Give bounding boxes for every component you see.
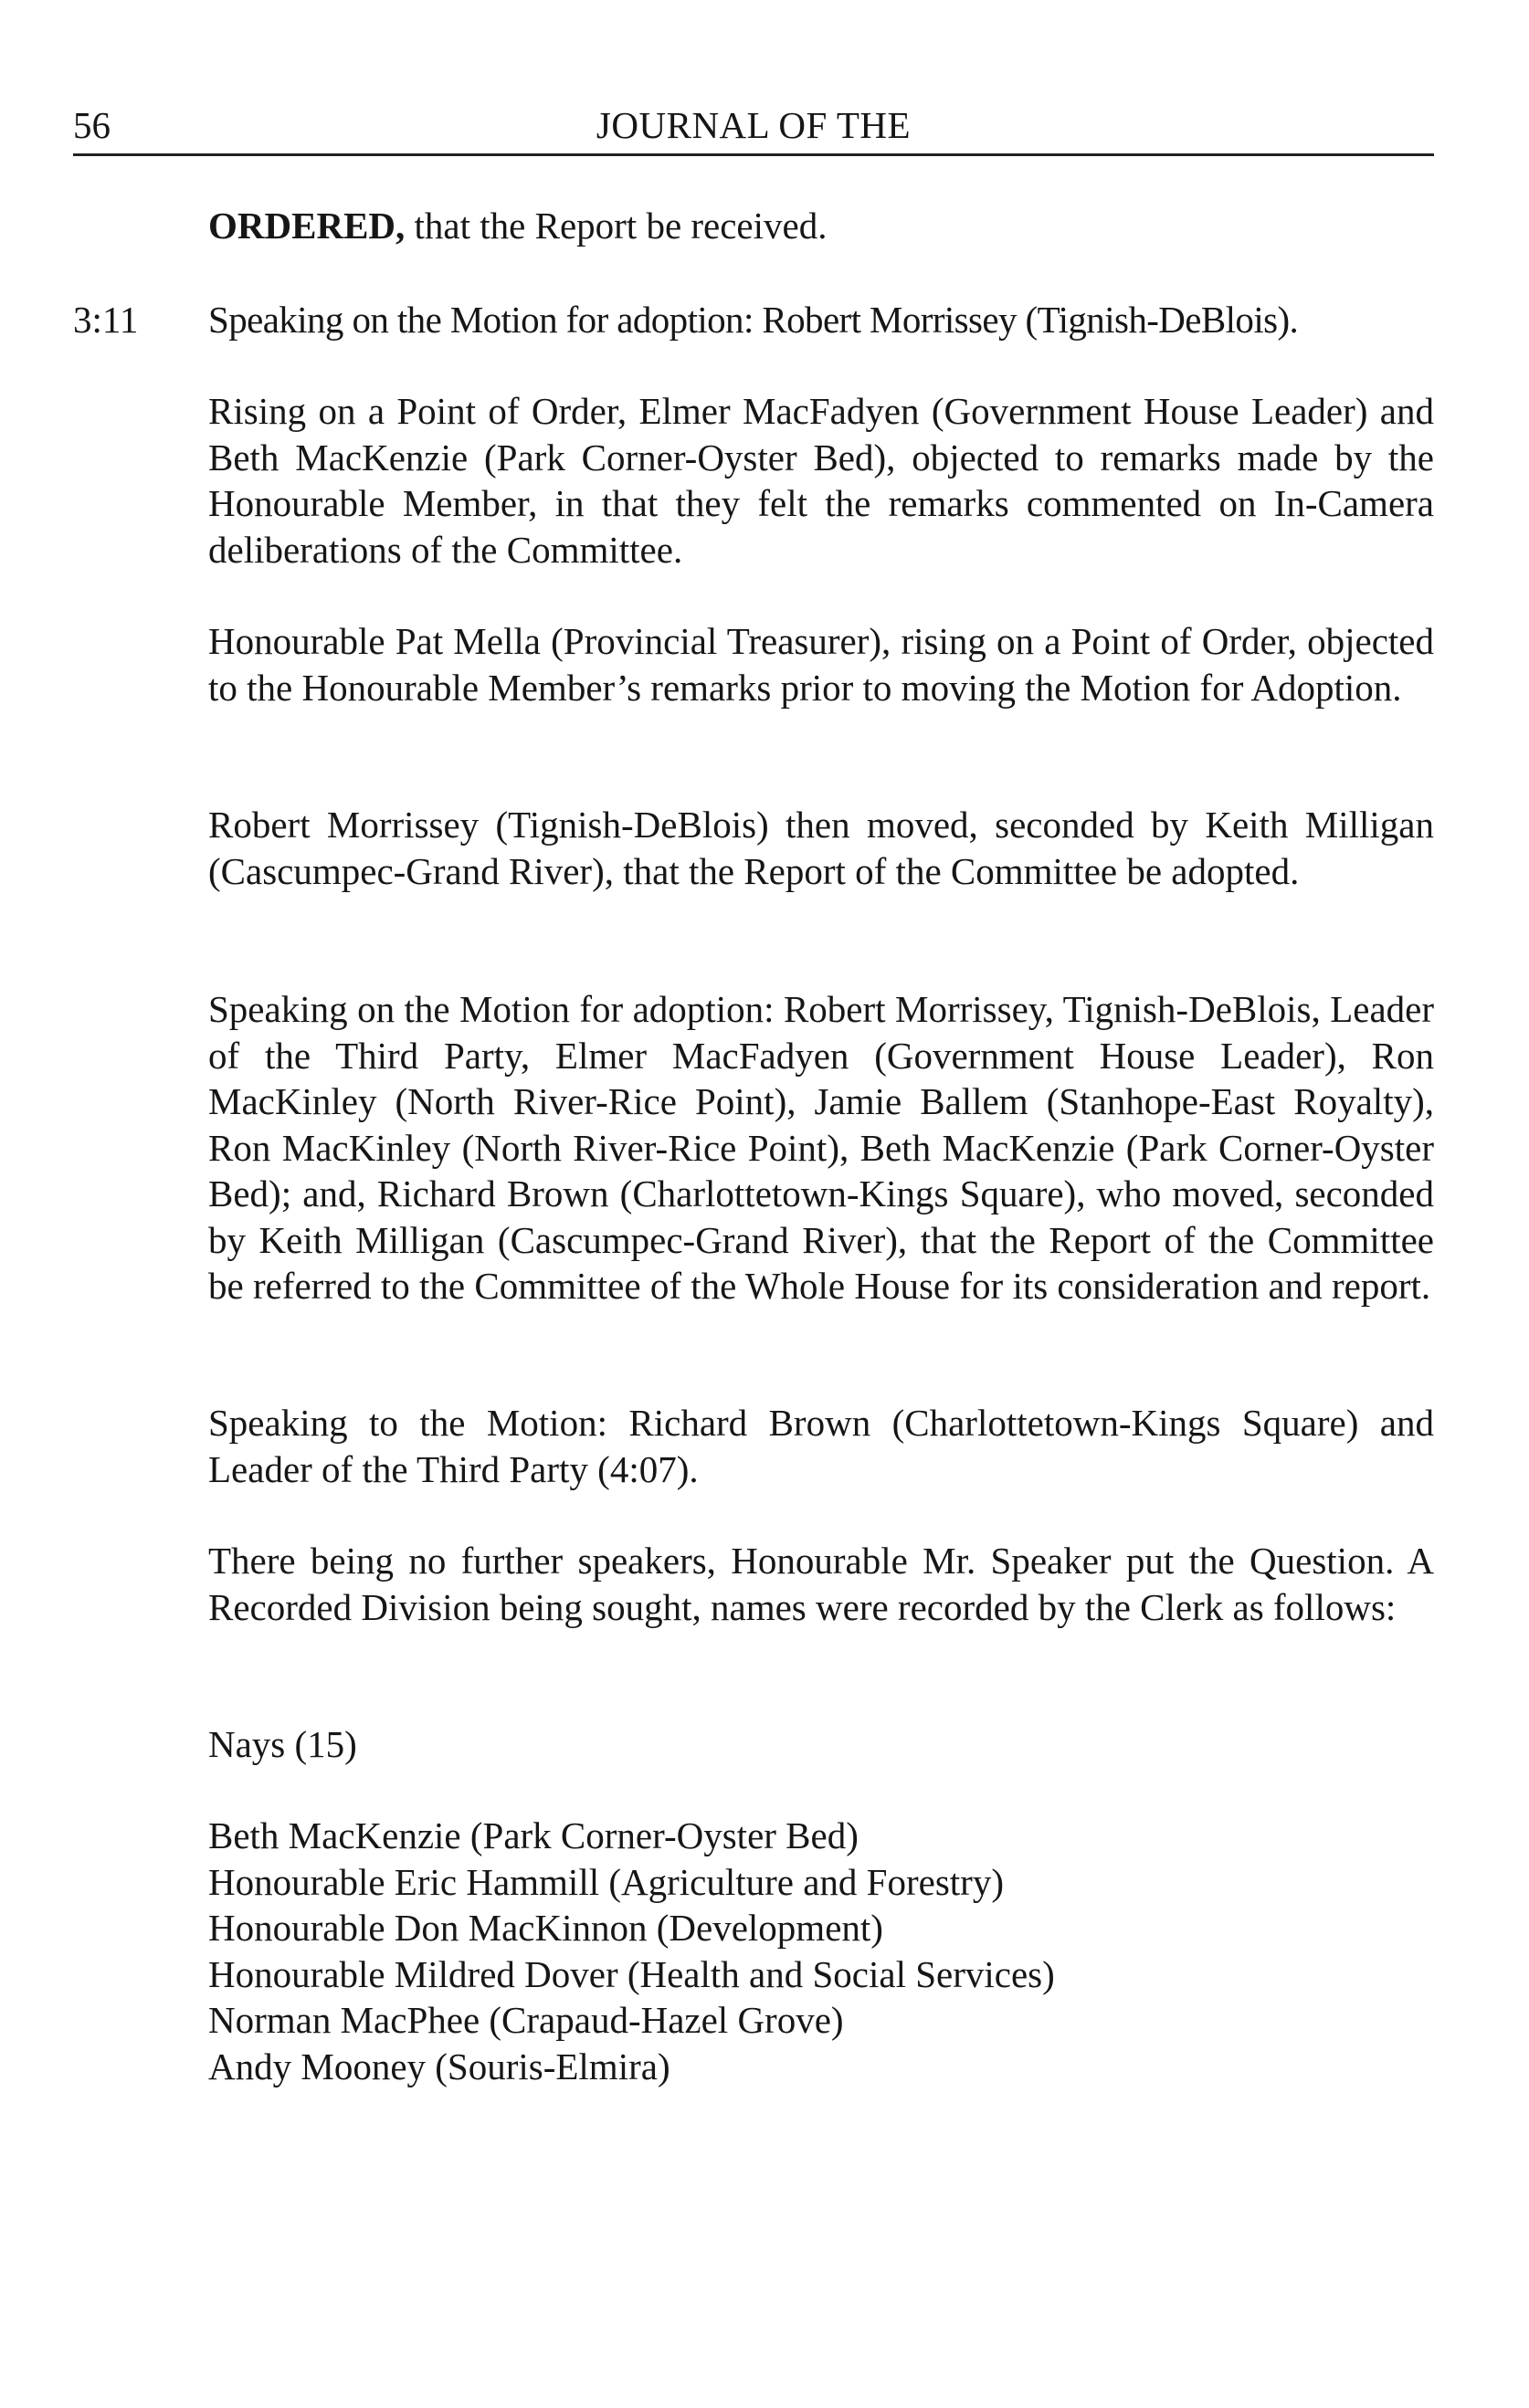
moved-paragraph: Robert Morrissey (Tignish-DeBlois) then moved, seconded by Keith Milligan (Cascumpec-Grand River), that the Report of the Committee be adopted.	[208, 804, 1434, 892]
point-of-order-paragraph-1: Rising on a Point of Order, Elmer MacFadyen (Government House Leader) and Beth MacKenzie (Park Corner-Oyster Bed), objected to remarks made by the Honourable Member, in that they felt the remarks commented on In-Camera deliberations of the Committee.	[208, 390, 1434, 571]
list-item: Norman MacPhee (Crapaud-Hazel Grove)	[208, 1999, 844, 2041]
header-rule	[73, 153, 1434, 156]
nays-heading: Nays (15)	[208, 1723, 357, 1765]
speaking-motion-paragraph: Speaking to the Motion: Richard Brown (Charlottetown-Kings Square) and Leader of the Third Party (4:07).	[208, 1402, 1434, 1490]
item-number: 3:11	[73, 299, 139, 341]
list-item: Honourable Don MacKinnon (Development)	[208, 1907, 883, 1949]
ordered-lead: ORDERED,	[208, 205, 406, 247]
nays-list	[208, 1813, 1434, 2089]
page-number: 56	[73, 104, 111, 146]
list-item: Honourable Eric Hammill (Agriculture and Forestry)	[208, 1860, 1004, 1903]
division-paragraph: There being no further speakers, Honourable Mr. Speaker put the Question. A Recorded Division being sought, names were recorded by the Clerk as follows:	[208, 1540, 1434, 1628]
point-of-order-paragraph-2: Honourable Pat Mella (Provincial Treasurer), rising on a Point of Order, objected to the Honourable Member’s remarks prior to moving the Motion for Adoption.	[208, 620, 1434, 709]
ordered-paragraph	[208, 203, 1434, 249]
list-item: Andy Mooney (Souris-Elmira)	[208, 2045, 670, 2087]
speaking-adoption-paragraph-1: Speaking on the Motion for adoption: Robert Morrissey (Tignish-DeBlois).	[208, 299, 1299, 341]
list-item: Honourable Mildred Dover (Health and Social Services)	[208, 1952, 1055, 1995]
page-header	[73, 102, 1434, 159]
running-title: JOURNAL OF THE	[596, 104, 912, 146]
list-item: Beth MacKenzie (Park Corner-Oyster Bed)	[208, 1814, 859, 1856]
speaking-adoption-paragraph-2: Speaking on the Motion for adoption: Robert Morrissey, Tignish-DeBlois, Leader of the Third Party, Elmer MacFadyen (Government House Leader), Ron MacKinley (North River-Rice Point), Jamie Ballem (Stanhope-East Royalty), Ron MacKinley (North River-Rice Point), Beth MacKenzie (Park Corner-Oyster Bed); and, Richard Brown (Charlottetown-Kings Square), who moved, seconded by Keith Milligan (Cascumpec-Grand River), that the Report of the Committee be referred to the Committee of the Whole House for its consideration and report.	[208, 988, 1434, 1307]
ordered-text: that the Report be received.	[405, 205, 828, 247]
